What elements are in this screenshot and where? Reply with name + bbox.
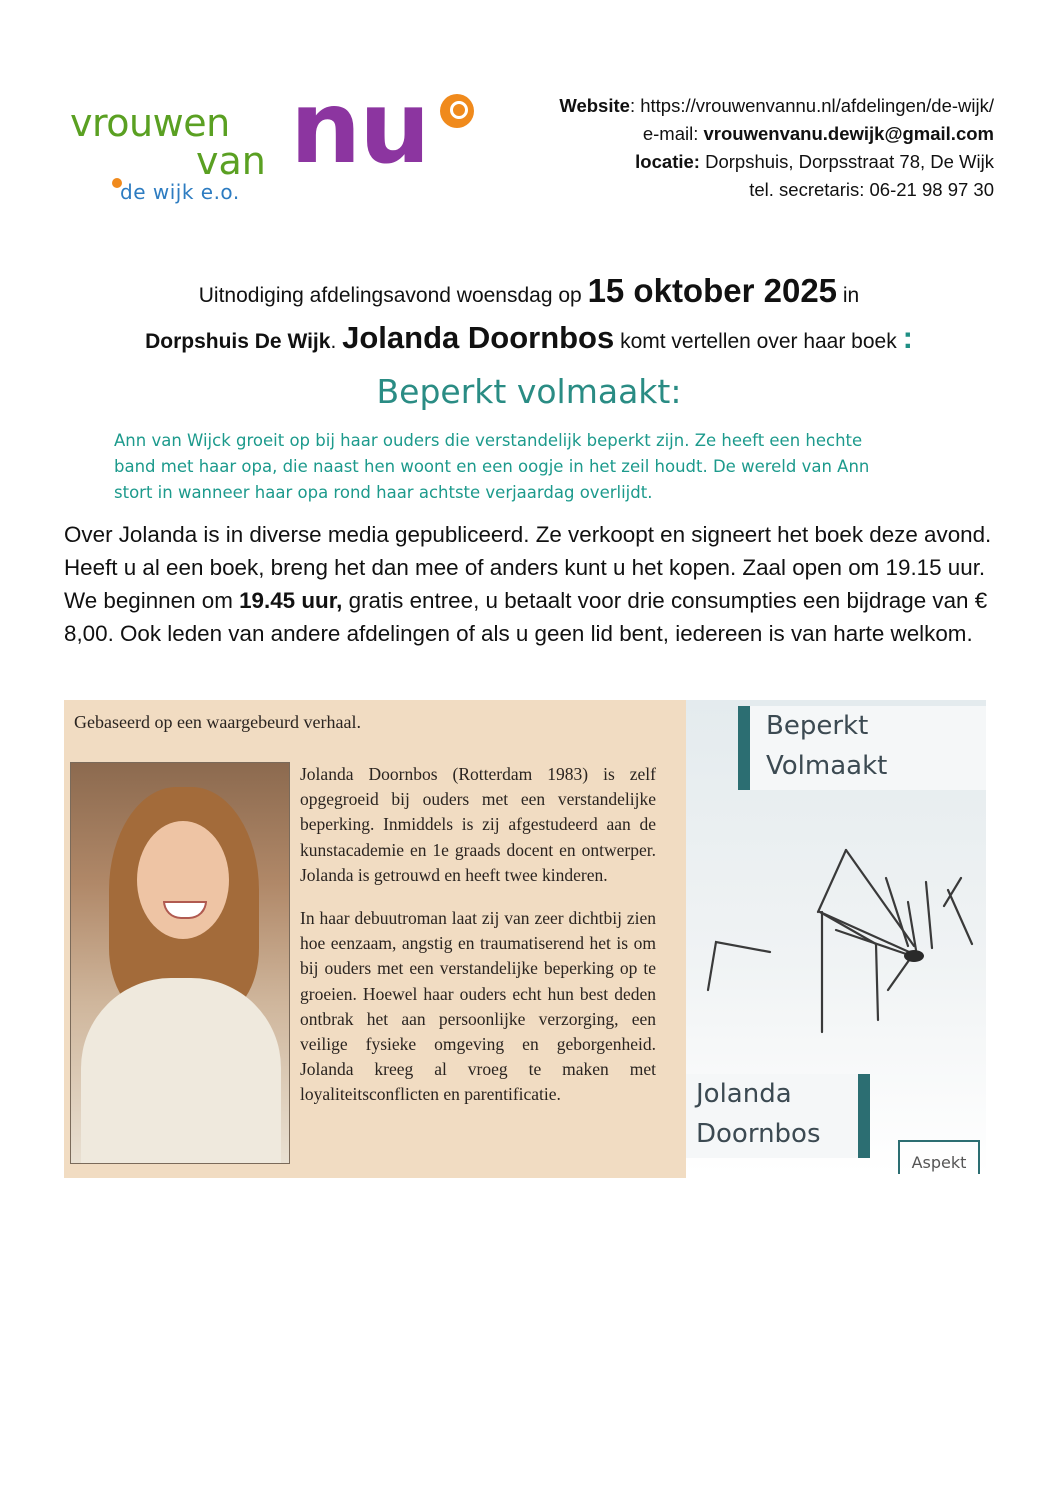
invitation-text: Uitnodiging afdelingsavond woensdag op (198, 284, 588, 307)
cover-author-line-1: Jolanda (696, 1079, 792, 1109)
book-back-cover-scan (64, 700, 686, 1178)
author-bio (300, 762, 656, 1126)
speaker-line-text: komt vertellen over haar boek (614, 330, 903, 353)
cover-author-line-2: Doornbos (696, 1119, 821, 1149)
cover-author-box (686, 1074, 870, 1158)
speaker-line-colon: : (902, 320, 913, 355)
logo-word-vrouwen: vrouwen (70, 101, 230, 145)
event-date: 15 oktober 2025 (587, 272, 838, 309)
website-label: Website (559, 95, 630, 116)
speaker-name: Jolanda Doornbos (342, 320, 615, 355)
email-link[interactable]: vrouwenvanu.dewijk@gmail.com (703, 123, 994, 144)
logo-flower-icon (440, 94, 474, 128)
book-front-cover (686, 700, 986, 1174)
phone-line: tel. secretaris: 06-21 98 97 30 (749, 179, 994, 200)
location-line (559, 148, 994, 176)
vrouwen-van-nu-logo (68, 69, 488, 210)
invitation-line (0, 272, 1058, 310)
speaker-line (0, 320, 1058, 356)
venue: Dorpshuis De Wijk (145, 330, 331, 353)
start-time: 19.45 uur, (239, 588, 343, 613)
location-label: locatie: (635, 151, 700, 172)
description-part-2: gratis entree, u betaalt voor drie consumpties een bijdrage van € 8,00. Ook leden van andere afdelingen of als u geen lid bent, iedereen is van harte welkom. (64, 588, 988, 646)
blurb-line: stort in wanneer haar opa rond haar achtste verjaardag overlijdt. (114, 483, 653, 502)
location-value: Dorpshuis, Dorpsstraat 78, De Wijk (699, 151, 994, 172)
photo-face (137, 821, 229, 939)
publisher-label: Aspekt (898, 1140, 980, 1174)
venue-dot: . (330, 330, 343, 353)
logo-subline: de wijk e.o. (120, 180, 240, 204)
email-label: e-mail: (642, 123, 704, 144)
spider-body (904, 950, 924, 962)
website-line (559, 92, 994, 120)
blurb-line: Ann van Wijck groeit op bij haar ouders die verstandelijk beperkt zijn. Ze heeft een hechte (114, 431, 863, 450)
website-link[interactable]: : https://vrouwenvannu.nl/afdelingen/de-wijk/ (629, 95, 994, 116)
event-description (64, 518, 994, 650)
author-bio-paragraph-2: In haar debuutroman laat zij van zeer dichtbij zien hoe eenzaam, angstig en traumatiserend het is om bij ouders met een verstandelijke beperking op te groeien. Hoewel haar ouders echt hun best deden ontbrak het aan persoonlijke verzorging, een veilige fysieke omgeving en geborgenheid. Jolanda kreeg al vroeg te maken met loyaliteitsconflicten en parentificatie. (300, 908, 656, 1105)
book-title: Beperkt volmaakt: (376, 372, 682, 411)
email-line (559, 120, 994, 148)
invitation-text-end: in (837, 284, 860, 307)
cover-title-box (738, 706, 986, 790)
logo-word-van: van (196, 139, 266, 183)
cover-title-line-1: Beperkt (766, 711, 869, 741)
scan-tagline: Gebaseerd op een waargebeurd verhaal. (74, 712, 362, 732)
contact-block (559, 92, 994, 204)
author-bio-paragraph-1: Jolanda Doornbos (Rotterdam 1983) is zelf opgegroeid bij ouders met een verstandelijke beperking. Inmiddels is zij afgestudeerd aan de kunstacademie en 1e graads docent en ontwerper. Jolanda is getrouwd en heeft twee kinderen. (300, 764, 656, 885)
logo-word-nu: nu (290, 69, 429, 186)
author-photo (70, 762, 290, 1164)
spider-sculpture-illustration (686, 820, 986, 1060)
description-part-1: Over Jolanda is in diverse media gepubliceerd. Ze verkoopt en signeert het boek deze avond. Heeft u al een boek, breng het dan mee of anders kunt u het kopen. Zaal open om 19.15 uur. We beginnen om (64, 522, 992, 613)
photo-jacket (81, 978, 281, 1164)
blurb-line: band met haar opa, die naast hen woont en een oogje in het zeil houdt. De wereld van Ann (114, 457, 870, 476)
book-blurb (114, 428, 924, 506)
cover-title-line-2: Volmaakt (766, 751, 888, 781)
